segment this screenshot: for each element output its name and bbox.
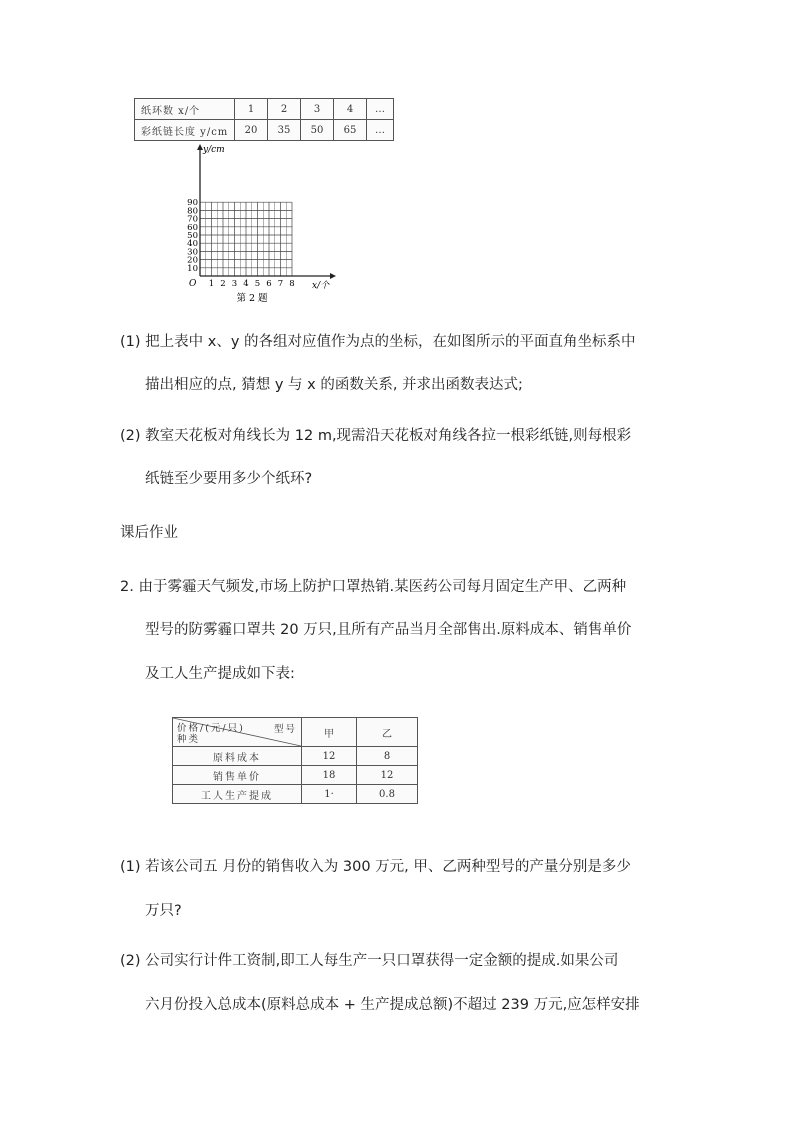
y-tick-label: 30 — [187, 247, 198, 258]
q1-part1-line1: (1) 把上表中 x、y 的各组对应值作为点的坐标，在如图所示的平面直角坐标系中 — [120, 334, 636, 350]
x-tick-label: 5 — [254, 279, 261, 289]
y-tick-label: 90 — [187, 198, 198, 209]
row-label: 销售单价 — [173, 766, 302, 785]
table-cell: 4 — [334, 99, 367, 120]
q2-part2-line2: 六月份投入总成本(原料总成本 + 生产提成总额)不超过 239 万元,应怎样安排 — [145, 997, 640, 1013]
table-row — [173, 766, 418, 785]
x-axis-arrow — [330, 273, 336, 279]
table-cell: … — [367, 120, 394, 141]
table-cell: 0.8 — [357, 785, 418, 804]
table-cell: 8 — [357, 747, 418, 766]
x-tick-label: 3 — [231, 279, 238, 289]
diagonal-header-cell — [173, 718, 302, 747]
q2-part1-line1: (1) 若该公司五 月份的销售收入为 300 万元, 甲、乙两种型号的产量分别是多少 — [120, 859, 631, 875]
row-label-ring-count: 纸环数 x/个 — [135, 99, 235, 120]
x-tick-label: 2 — [220, 279, 226, 289]
row-label: 原料成本 — [173, 747, 302, 766]
table-cell: 2 — [268, 99, 301, 120]
y-axis-label: y/cm — [203, 145, 225, 155]
table-cell: 1· — [302, 785, 357, 804]
q2-part2-line1: (2) 公司实行计件工资制,即工人每生产一只口罩获得一定金额的提成.如果公司 — [120, 953, 619, 969]
x-axis-label: x/个 — [312, 281, 330, 291]
y-tick-label: 60 — [187, 222, 198, 233]
table-row — [173, 785, 418, 804]
table-cell: 1 — [235, 99, 268, 120]
x-tick-label: 6 — [266, 279, 272, 289]
row-label-chain-length: 彩纸链长度 y/cm — [135, 120, 235, 141]
table-cell: 50 — [301, 120, 334, 141]
q1-part2-line1: (2) 教室天花板对角线长为 12 m,现需沿天花板对角线各拉一根彩纸链,则每根彩 — [120, 428, 632, 444]
coordinate-grid — [172, 140, 342, 305]
x-tick-label: 4 — [243, 279, 249, 289]
table-cell: 18 — [302, 766, 357, 785]
q2-line2: 型号的防雾霾口罩共 20 万只,且所有产品当月全部售出.原料成本、销售单价 — [145, 622, 632, 638]
table-cell: 20 — [235, 120, 268, 141]
figure-caption: 第 2 题 — [236, 293, 268, 304]
table-row — [173, 747, 418, 766]
y-tick-label: 50 — [187, 231, 198, 241]
column-header-jia: 甲 — [302, 718, 357, 747]
table-cell: 12 — [302, 747, 357, 766]
table-cell: … — [367, 99, 394, 120]
x-tick-label: 7 — [277, 279, 284, 289]
y-tick-label: 40 — [187, 239, 198, 250]
table-cell: 12 — [357, 766, 418, 785]
y-tick-label: 70 — [187, 214, 198, 225]
q2-part1-line2: 万只? — [145, 903, 182, 919]
section-heading: 课后作业 — [120, 525, 178, 541]
row-label: 工人生产提成 — [173, 785, 302, 804]
x-tick-labels — [209, 279, 295, 289]
table-row — [135, 99, 394, 120]
table-row — [135, 120, 394, 141]
y-tick-label: 10 — [187, 263, 198, 274]
y-tick-label: 80 — [187, 206, 198, 217]
header-model-label: 型号 — [273, 724, 297, 735]
column-header-yi: 乙 — [357, 718, 418, 747]
data-table-masks — [172, 717, 418, 804]
q2-line3: 及工人生产提成如下表: — [145, 666, 295, 682]
table-cell: 3 — [301, 99, 334, 120]
q1-part1-line2: 描出相应的点, 猜想 y 与 x 的函数关系, 并求出函数表达式; — [145, 377, 523, 393]
table-cell: 35 — [268, 120, 301, 141]
table-header-row — [173, 718, 418, 747]
x-tick-label: 8 — [289, 279, 295, 289]
data-table-rings — [134, 98, 394, 141]
q1-part2-line2: 纸链至少要用多少个纸环? — [145, 471, 313, 487]
y-tick-label: 20 — [187, 255, 198, 266]
x-tick-label: 1 — [208, 279, 215, 289]
table-cell: 65 — [334, 120, 367, 141]
y-tick-labels — [187, 198, 198, 274]
header-kind-label: 种类 — [177, 734, 201, 745]
header-price-label: 价格/(元/只) — [177, 723, 245, 734]
origin-label: O — [189, 279, 197, 289]
q2-line1: 2. 由于雾霾天气频发,市场上防护口罩热销.某医药公司每月固定生产甲、乙两种 — [120, 579, 627, 595]
grid-lines — [200, 202, 292, 276]
